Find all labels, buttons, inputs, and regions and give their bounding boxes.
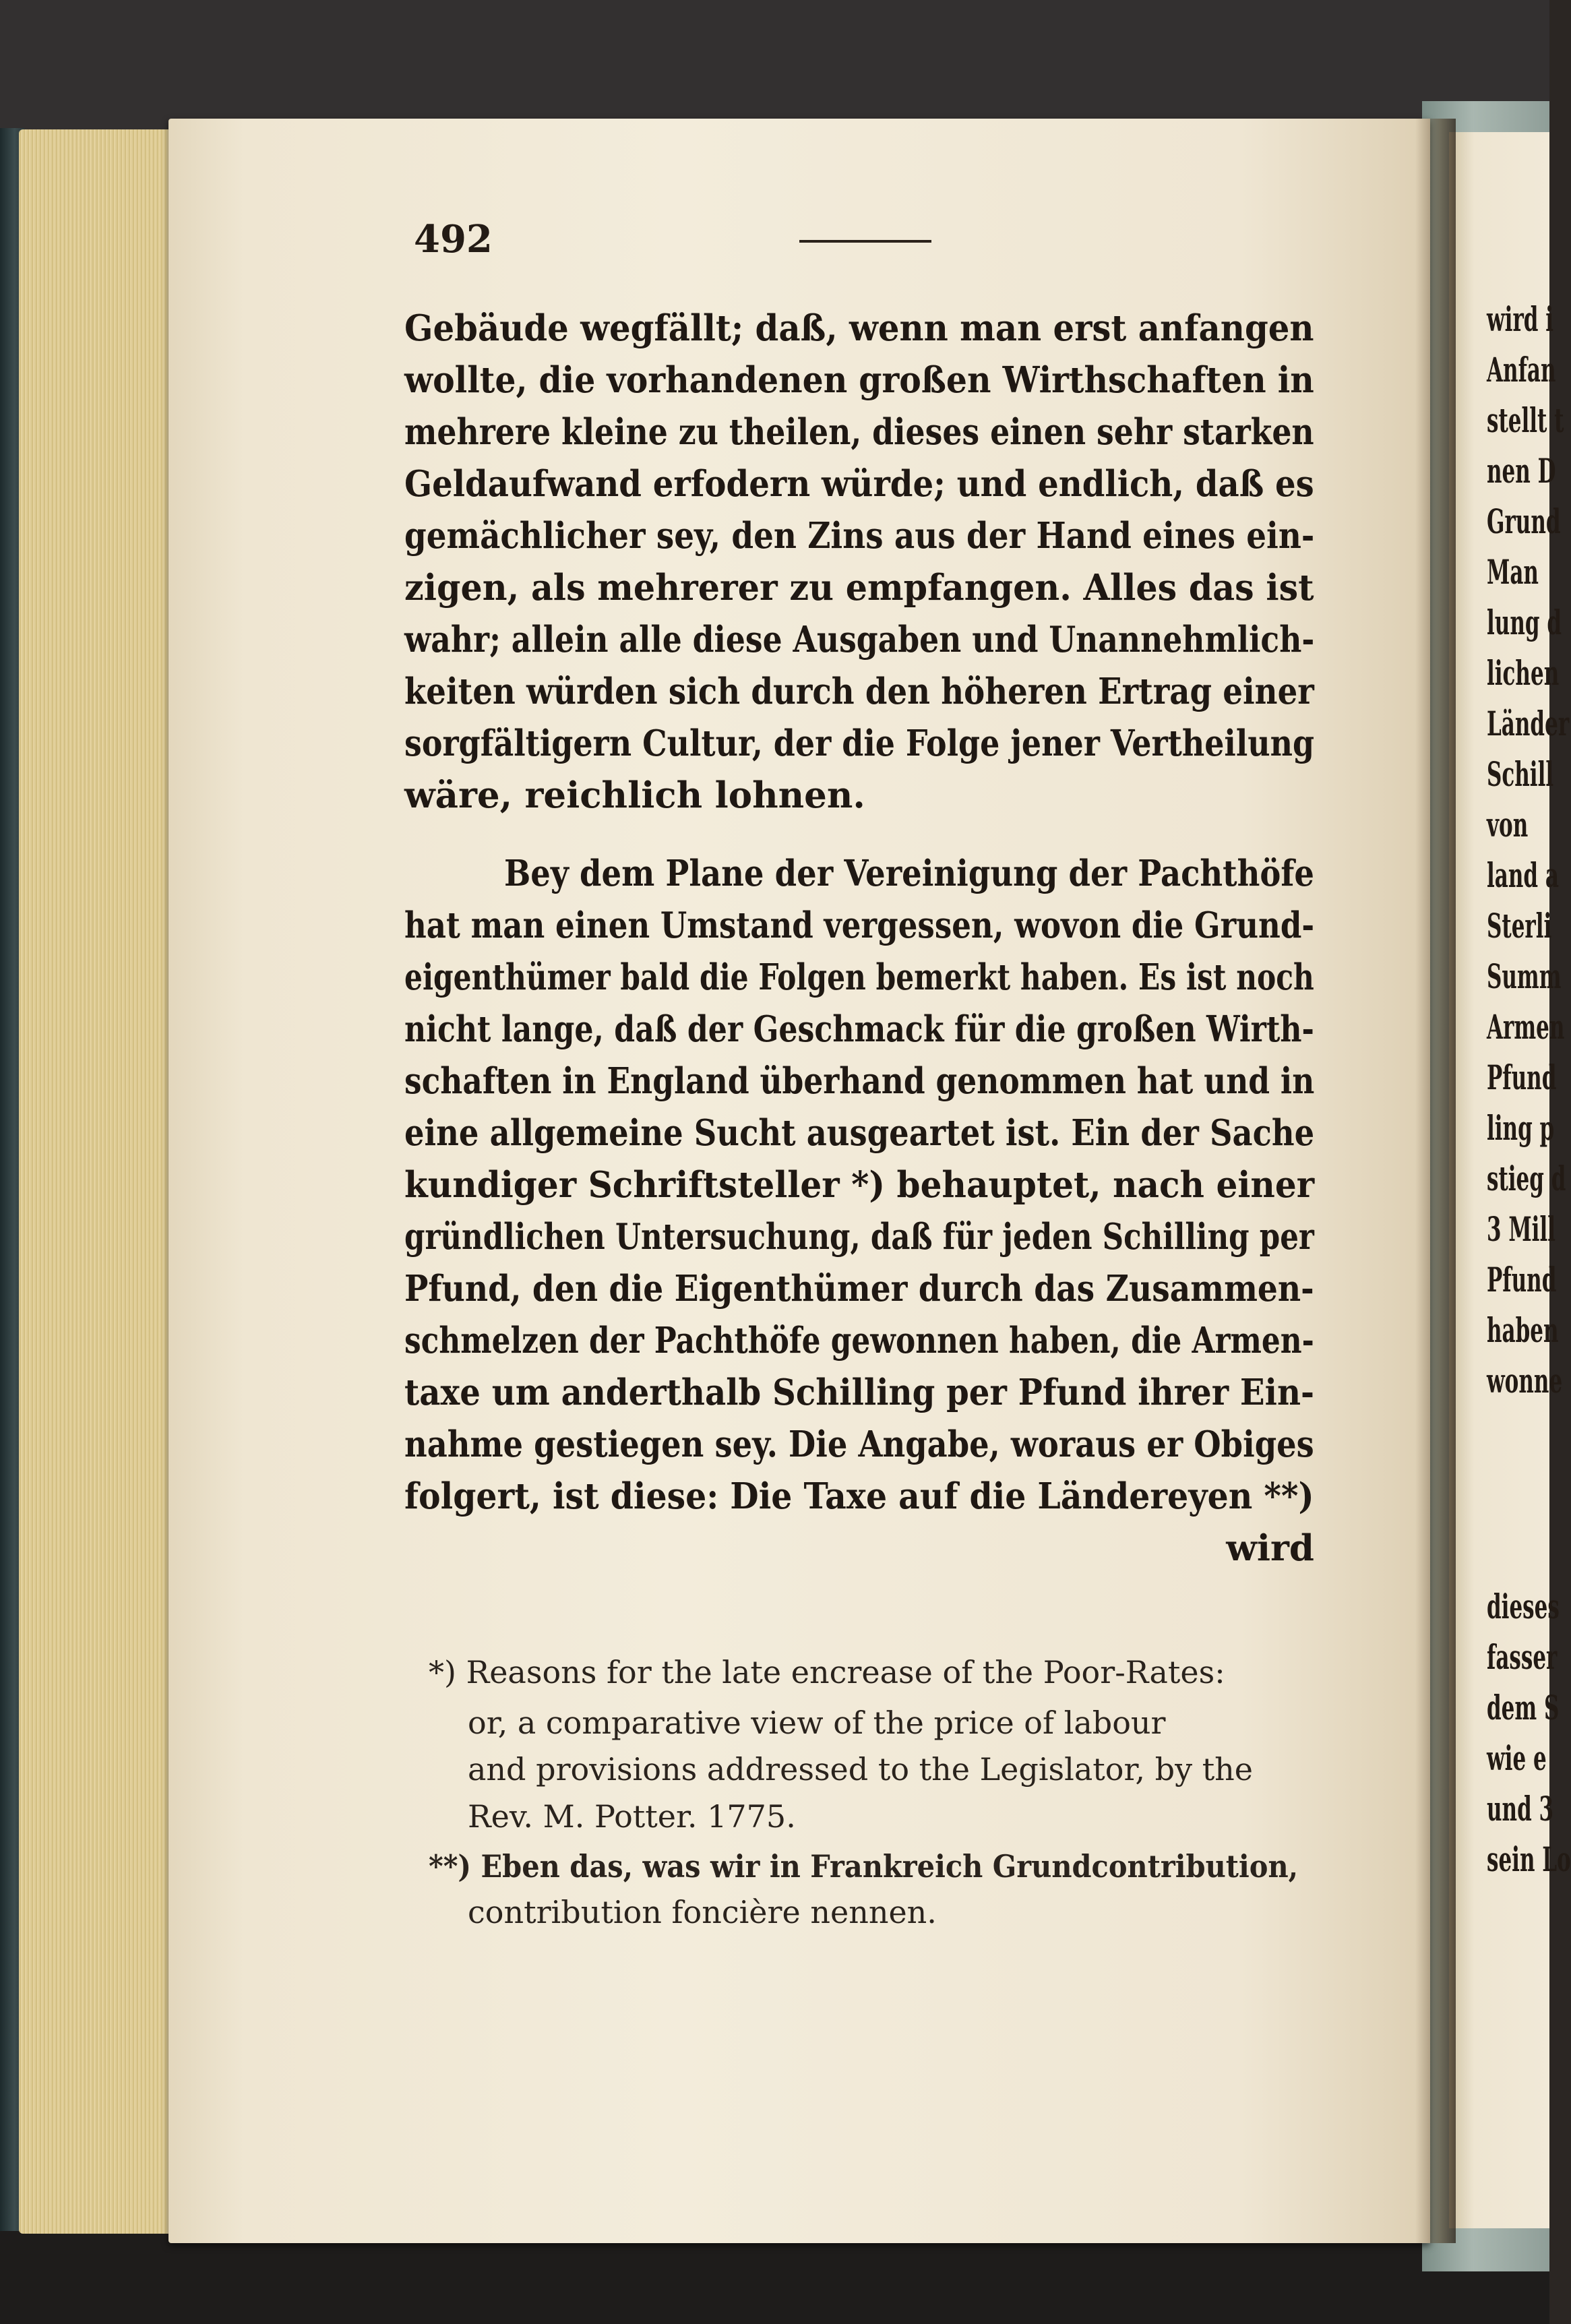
facing-line: stieg d [1487,1159,1566,1198]
facing-line: Anfan [1487,350,1556,390]
catchword: wird [1226,1527,1314,1569]
body-line: kundiger Schriftsteller *) behauptet, nach einer [404,1164,1315,1206]
facing-line: land a [1487,855,1559,895]
facing-line: stellt t [1487,400,1564,440]
body-line: Geldaufwand erfodern würde; und endlich, daß es [404,463,1314,505]
facing-line: Pfund [1487,1058,1557,1097]
gutter-shadow [1415,119,1456,2243]
facing-line: Länder [1487,704,1570,743]
facing-line: Man [1487,552,1539,592]
body-line: wollte, die vorhandenen großen Wirthschaften in [404,359,1314,401]
facing-line: Sterli [1487,906,1552,946]
body-line: eigenthümer bald die Folgen bemerkt haben. Es ist noch [404,956,1314,998]
facing-line: dieses [1487,1587,1560,1626]
body-line: nahme gestiegen sey. Die Angabe, woraus er Obiges [404,1424,1314,1465]
facing-line: von [1487,805,1529,845]
facing-line: haben [1487,1310,1559,1350]
body-line: eine allgemeine Sucht ausgeartet ist. Ein der Sache [404,1112,1315,1154]
body-line: schmelzen der Pachthöfe gewonnen haben, die Armen- [404,1320,1314,1362]
page-edges [19,129,174,2234]
facing-line: sein Lo [1487,1839,1571,1879]
facing-line: Armen [1487,1007,1565,1047]
facing-line: Grund [1487,501,1561,541]
body-line: nicht lange, daß der Geschmack für die großen Wirth- [404,1008,1314,1050]
body-line: Pfund, den die Eigenthümer durch das Zusammen- [404,1268,1314,1310]
facing-line: lung d [1487,603,1562,642]
facing-line: Schill [1487,754,1554,794]
body-line: gemächlicher sey, den Zins aus der Hand eines ein- [404,515,1315,557]
footnote-line: **) Eben das, was wir in Frankreich Grundcontribution, [429,1848,1299,1885]
body-line: sorgfältigern Cultur, der die Folge jener Vertheilung [404,723,1315,764]
body-line: keiten würden sich durch den höheren Ertrag einer [404,671,1314,712]
footnote-line: and provisions addressed to the Legislator, by the [468,1751,1254,1787]
body-line: taxe um anderthalb Schilling per Pfund ihrer Ein- [404,1372,1315,1413]
body-line: Gebäude wegfällt; daß, wenn man erst anfangen [404,307,1314,349]
body-line: schaften in England überhand genommen hat und in [404,1060,1315,1102]
backdrop [0,0,1549,135]
facing-line: wird i [1487,299,1554,339]
page-number: 492 [414,217,493,262]
footnote-line: Rev. M. Potter. 1775. [468,1798,796,1835]
facing-line: fasser [1487,1637,1558,1677]
facing-line: und 3 [1487,1789,1554,1829]
body-line: mehrere kleine zu theilen, dieses einen sehr starken [404,411,1314,453]
facing-page [1449,132,1571,2228]
facing-line: Pfund [1487,1260,1557,1299]
body-line: gründlichen Untersuchung, daß für jeden Schilling per [404,1216,1314,1258]
body-line: folgert, ist diese: Die Taxe auf die Ländereyen **) [404,1475,1314,1517]
footnote-line: contribution foncière nennen. [468,1894,937,1930]
facing-line: lichen [1487,653,1560,693]
body-line: hat man einen Umstand vergessen, wovon die Grund- [404,905,1315,946]
footnote-line: *) Reasons for the late encrease of the Poor-Rates: [429,1654,1225,1690]
footnote-line: or, a comparative view of the price of labour [468,1705,1166,1741]
body-line: wäre, reichlich lohnen. [404,774,865,816]
facing-line: ling p [1487,1108,1555,1148]
header-rule [799,240,931,243]
body-line: wahr; allein alle diese Ausgaben und Unannehmlich- [404,619,1315,661]
body-line: Bey dem Plane der Vereinigung der Pachthöfe [504,853,1314,894]
backdrop-bottom [0,2230,1549,2324]
facing-line: Summ [1487,956,1562,996]
facing-line: wonne [1487,1361,1563,1401]
body-line: zigen, als mehrerer zu empfangen. Alles das ist [404,567,1314,609]
facing-line: dem S [1487,1688,1560,1727]
facing-line: nen D [1487,451,1556,491]
facing-line: wie e [1487,1738,1547,1778]
facing-line: 3 Mill [1487,1209,1556,1249]
